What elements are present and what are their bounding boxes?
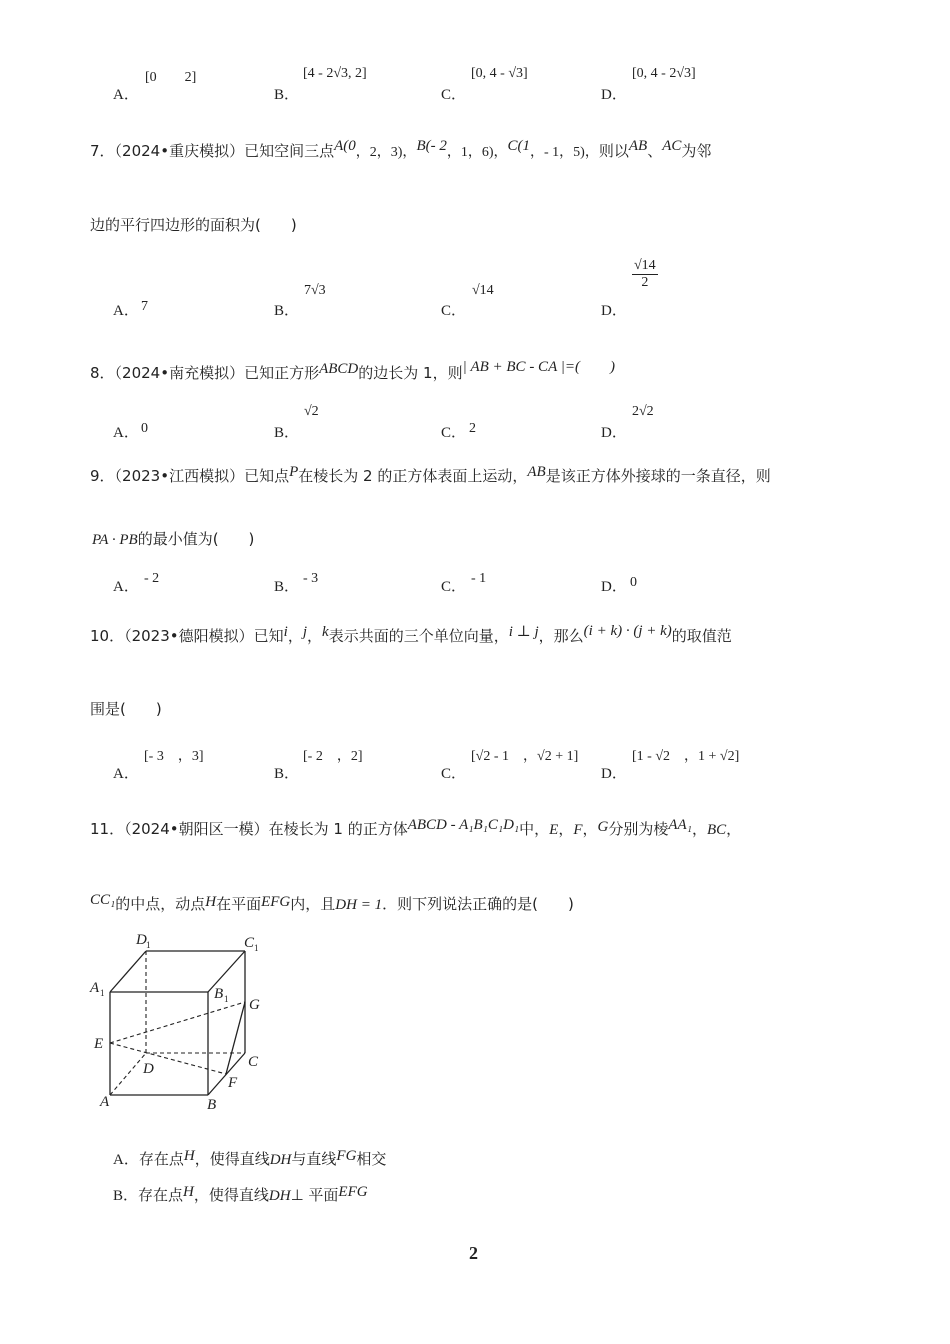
- q10-option-c-label: C．: [441, 766, 467, 782]
- q8-option-d-expr: 2√2: [632, 404, 654, 419]
- q8-option-a-label: A．: [113, 425, 139, 441]
- q8-text2: 的边长为 1，则: [358, 364, 463, 382]
- q11-option-b-text3: ⊥ 平面: [290, 1186, 339, 1204]
- q6-option-a-expr: [0 2]: [145, 70, 197, 85]
- label-b1-sub: 1: [224, 994, 229, 1004]
- q9-question-line1: [90, 465, 771, 486]
- q7-option-c-label: C．: [441, 303, 467, 319]
- q10-question-line1: 10．（2023•德阳模拟）已知i，j，k表示共面的三个单位向量，i ⊥ j，那么(i + k) · (j + k)的取值范: [90, 623, 732, 645]
- q9-text2: 在棱长为 2 的正方体表面上运动，: [298, 467, 528, 485]
- q8-option-b-expr: √2: [304, 404, 319, 419]
- q10-option-b-label: B．: [274, 766, 300, 782]
- label-a1-sub: 1: [100, 988, 105, 998]
- q7-point-c: C(1: [507, 138, 531, 154]
- q11-edge-cc1: CC₁: [90, 892, 116, 908]
- q7-question-line1: [90, 140, 711, 161]
- q11-option-b-text1: 存在点: [138, 1186, 184, 1204]
- q11-text4: 的中点，动点: [115, 895, 206, 913]
- q7-option-d-fraction: [632, 258, 658, 291]
- q11-option-a-h: H: [183, 1148, 195, 1164]
- q7-text2: 则以: [598, 142, 629, 160]
- q11-edge-aa1: AA₁: [668, 817, 692, 833]
- label-a1: A: [90, 980, 100, 996]
- q10-expression: (i + k) · (j + k): [583, 623, 672, 639]
- label-e: E: [94, 1036, 104, 1052]
- q11-option-a-fg: FG: [336, 1148, 357, 1164]
- q11-question-line1: 11．（2024•朝阳区一模）在棱长为 1 的正方体ABCD - A₁B₁C₁D₁中，E，F，G分别为棱AA₁，BC，: [90, 817, 742, 838]
- q9-option-c-expr: - 1: [471, 571, 487, 586]
- q8-option-d-label: D．: [601, 425, 627, 441]
- q8-option-b-label: B．: [274, 425, 300, 441]
- q9-text4: 的最小值为( ): [137, 530, 255, 548]
- q9-point-p: P: [289, 464, 299, 480]
- q7-text1: 已知空间三点: [244, 142, 335, 160]
- q7-number: 7．: [90, 142, 115, 160]
- q6-option-b-expr: [4 - 2√3, 2]: [303, 66, 367, 81]
- q11-plane-efg: EFG: [261, 894, 291, 910]
- q7-point-b: B(- 2: [416, 138, 447, 154]
- q10-vector-j: j: [302, 624, 307, 640]
- q11-point-e: E: [549, 822, 559, 838]
- q9-expression: PA · PB: [92, 532, 138, 548]
- q11-text6: 内，且: [290, 895, 336, 913]
- q10-source: （2023•德阳模拟）: [124, 627, 254, 645]
- q10-text4: 的取值范: [671, 627, 732, 645]
- label-b: B: [207, 1097, 217, 1113]
- q10-option-a-expr: [- 3 ，3]: [144, 749, 204, 764]
- q7-point-a-rest: ，2，3)，: [355, 145, 417, 160]
- label-a: A: [100, 1094, 110, 1110]
- q11-question-line2: [90, 893, 574, 914]
- q9-option-b-expr: - 3: [303, 571, 319, 586]
- q11-condition: DH = 1: [335, 897, 383, 913]
- q7-option-a-label: A．: [113, 303, 139, 319]
- q7-option-a-expr: 7: [141, 299, 148, 314]
- q11-option-a-label: A．: [113, 1152, 139, 1168]
- q10-option-a-label: A．: [113, 766, 139, 782]
- q8-text1: 已知正方形: [244, 364, 320, 382]
- q10-text1: 已知: [253, 627, 284, 645]
- q8-option-a-expr: 0: [141, 421, 148, 436]
- q11-option-a-text3: 与直线: [291, 1150, 337, 1168]
- q11-source: （2024•朝阳区一模）: [124, 820, 269, 838]
- q7-source: （2024•重庆模拟）: [114, 142, 245, 160]
- q9-source: （2023•江西模拟）: [114, 467, 245, 485]
- q11-number: 11．: [90, 820, 125, 838]
- q10-option-b-expr: [- 2 ，2]: [303, 749, 363, 764]
- page-number: 2: [469, 1243, 478, 1263]
- edge-a1d1: [110, 951, 146, 992]
- q7-option-d-label: D．: [601, 303, 627, 319]
- q6-option-b-label: B．: [274, 87, 300, 103]
- edge-ad: [110, 1053, 146, 1095]
- q9-number: 9．: [90, 467, 115, 485]
- q9-text3: 是该正方体外接球的一条直径，则: [545, 467, 771, 485]
- q7-vector-ab: AB: [628, 138, 648, 154]
- q9-option-c-label: C．: [441, 579, 467, 595]
- q10-text3: ，那么: [538, 627, 584, 645]
- q7-vector-ac: AC: [662, 138, 682, 154]
- q6-option-d-label: D．: [601, 87, 627, 103]
- q11-edge-bc: BC: [706, 822, 727, 838]
- q7-point-c-rest: ，- 1，5)，: [530, 145, 599, 160]
- cube-figure: [88, 928, 278, 1118]
- q10-perpendicular: i ⊥ j: [508, 624, 539, 640]
- q7-point-a: A(0: [334, 138, 356, 154]
- q11-option-a-text2: ，使得直线: [194, 1150, 270, 1168]
- q10-question-line2: 围是( ): [90, 700, 162, 718]
- q10-vector-i: i: [283, 624, 288, 640]
- q11-option-b-efg: EFG: [338, 1184, 368, 1200]
- label-c1-sub: 1: [254, 943, 259, 953]
- label-c1: C: [244, 935, 255, 951]
- q11-option-b: [113, 1184, 368, 1205]
- label-c: C: [248, 1054, 259, 1070]
- q9-option-b-label: B．: [274, 579, 300, 595]
- q10-option-c-expr: [√2 - 1 ，√2 + 1]: [471, 749, 579, 764]
- q10-vector-k: k: [322, 624, 329, 640]
- q11-point-h: H: [205, 894, 217, 910]
- q11-text2: 中，: [519, 820, 550, 838]
- q7-option-b-expr: 7√3: [304, 283, 326, 298]
- q7-option-d-numerator: √14: [634, 258, 656, 273]
- q7-point-b-rest: ，1，6)，: [446, 145, 508, 160]
- label-f: F: [228, 1075, 238, 1091]
- label-b1: B: [214, 986, 224, 1002]
- q11-option-a: [113, 1148, 386, 1169]
- q6-option-c-label: C．: [441, 87, 467, 103]
- q9-diameter-ab: AB: [527, 464, 546, 480]
- q9-text1: 已知点: [244, 467, 290, 485]
- q8-source: （2024•南充模拟）: [114, 364, 245, 382]
- q11-option-a-text4: 相交: [356, 1150, 387, 1168]
- q11-option-a-text1: 存在点: [138, 1150, 184, 1168]
- q11-cube-name: ABCD - A₁B₁C₁D₁: [407, 817, 520, 833]
- q9-option-a-expr: - 2: [144, 571, 160, 586]
- segment-eg: [110, 1002, 245, 1043]
- q11-text3: 分别为棱: [608, 820, 669, 838]
- q8-expression: | AB + BC - CA |=( ): [462, 359, 615, 375]
- q7-sep: 、: [647, 142, 663, 160]
- q11-point-g: G: [597, 819, 609, 835]
- q11-text5: 在平面: [216, 895, 262, 913]
- q8-square-abcd: ABCD: [319, 361, 359, 377]
- q9-option-a-label: A．: [113, 579, 139, 595]
- q8-option-c-label: C．: [441, 425, 467, 441]
- q9-option-d-label: D．: [601, 579, 627, 595]
- q7-text3: 为邻: [681, 142, 712, 160]
- q10-number: 10．: [90, 627, 125, 645]
- q11-text1: 在棱长为 1 的正方体: [268, 820, 408, 838]
- label-d1: D: [136, 932, 147, 948]
- label-g: G: [249, 997, 260, 1013]
- q11-option-b-dh: DH: [268, 1188, 291, 1204]
- q8-option-c-expr: 2: [469, 421, 476, 436]
- q8-question: [90, 359, 615, 383]
- q11-text7: ．则下列说法正确的是( ): [382, 895, 574, 913]
- q10-option-d-label: D．: [601, 766, 627, 782]
- q7-option-b-label: B．: [274, 303, 300, 319]
- q11-option-b-text2: ，使得直线: [193, 1186, 269, 1204]
- q11-option-b-h: H: [183, 1184, 194, 1200]
- label-d: D: [143, 1061, 154, 1077]
- q7-option-d-denominator: 2: [641, 275, 649, 290]
- q9-option-d-expr: 0: [630, 575, 637, 590]
- q9-question-line2: [92, 528, 254, 549]
- q6-option-d-expr: [0, 4 - 2√3]: [632, 66, 696, 81]
- q6-option-c-expr: [0, 4 - √3]: [471, 66, 528, 81]
- q8-number: 8．: [90, 364, 115, 382]
- q6-option-a-label: A．: [113, 87, 139, 103]
- q11-option-a-dh: DH: [269, 1152, 292, 1168]
- label-d1-sub: 1: [146, 940, 151, 950]
- q10-text2: 表示共面的三个单位向量，: [328, 627, 509, 645]
- q11-option-b-label: B．: [113, 1188, 139, 1204]
- q11-point-f: F: [573, 822, 583, 838]
- q10-option-d-expr: [1 - √2 ，1 + √2]: [632, 749, 740, 764]
- q7-question-line2: 边的平行四边形的面积为( ): [90, 216, 297, 234]
- q7-option-c-expr: √14: [472, 283, 494, 298]
